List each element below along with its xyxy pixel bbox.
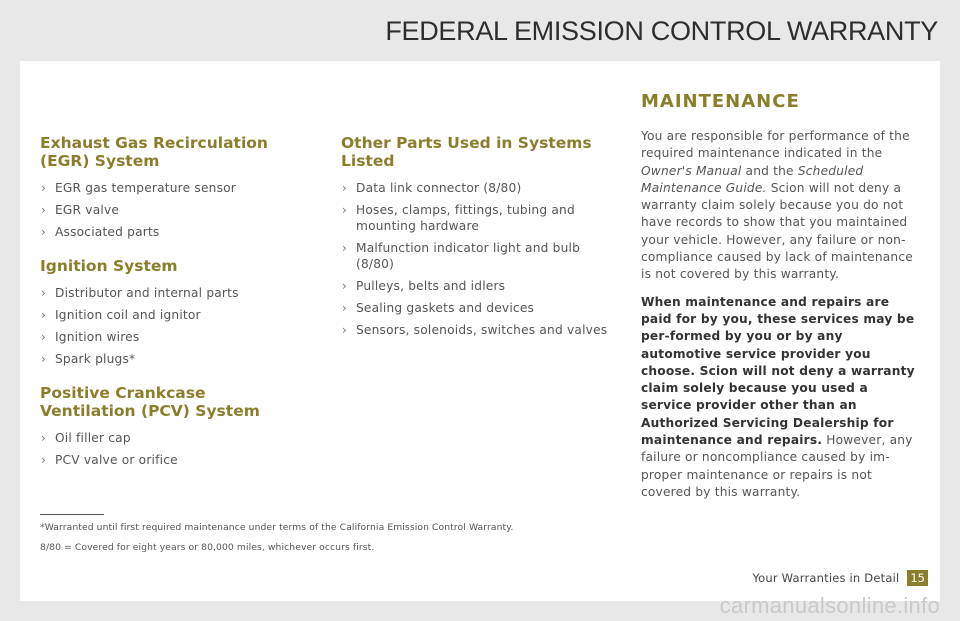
egr-list (40, 180, 300, 240)
list-item: › Ignition coil and ignitor (41, 308, 201, 322)
maintenance-heading: MAINTENANCE (641, 91, 800, 112)
chevron-right-icon: › (41, 181, 46, 195)
chevron-right-icon: › (342, 279, 347, 293)
list-item: › Distributor and internal parts (41, 286, 239, 300)
ignition-heading: Ignition System (40, 257, 178, 275)
pcv-list (40, 430, 300, 468)
chevron-right-icon: › (342, 323, 347, 337)
content-panel (20, 61, 940, 601)
list-item: › Spark plugs* (41, 352, 136, 366)
pcv-heading: Positive Crankcase Ventilation (PCV) System (40, 384, 260, 420)
chevron-right-icon: › (41, 352, 46, 366)
maintenance-paragraph-1: You are responsible for performance of the required maintenance indicated in the Owner's Manual and the Scheduled Maintenance Guide. Scion will not deny a warranty claim solely because you do not have records to show that you maintained your vehicle. However, any failure or non-compliance caused by lack of maintenance is not covered by this warranty. (641, 129, 913, 282)
footnote-1: *Warranted until first required maintenance under terms of the California Emission Control Warranty. (40, 522, 514, 533)
list-item: › Oil filler cap (41, 431, 131, 445)
chevron-right-icon: › (41, 308, 46, 322)
page-footer (752, 570, 928, 586)
list-item: › PCV valve or orifice (41, 453, 178, 467)
list-item: › Malfunction indicator light and bulb (8/80) (342, 241, 581, 271)
footnote-divider (40, 514, 104, 515)
egr-heading: Exhaust Gas Recirculation (EGR) System (40, 134, 268, 170)
chevron-right-icon: › (41, 225, 46, 239)
column-middle (341, 134, 611, 355)
ignition-list (40, 285, 300, 367)
list-item: › Data link connector (8/80) (342, 181, 522, 195)
watermark: carmanualsonline.info (719, 593, 940, 618)
chevron-right-icon: › (41, 431, 46, 445)
footer-label: Your Warranties in Detail (752, 571, 900, 585)
chevron-right-icon: › (41, 330, 46, 344)
chevron-right-icon: › (342, 203, 347, 217)
list-item: › Associated parts (41, 225, 160, 239)
column-left (40, 134, 300, 485)
list-item: › Ignition wires (41, 330, 140, 344)
list-item: › Hoses, clamps, fittings, tubing and mounting hardware (342, 203, 575, 233)
chevron-right-icon: › (41, 453, 46, 467)
list-item: › EGR valve (41, 203, 120, 217)
page-title: FEDERAL EMISSION CONTROL WARRANTY (385, 16, 938, 46)
other-parts-heading: Other Parts Used in Systems Listed (341, 134, 592, 170)
list-item: › Pulleys, belts and idlers (342, 279, 506, 293)
list-item: › EGR gas temperature sensor (41, 181, 236, 195)
maintenance-paragraph-2: When maintenance and repairs are paid for by you, these services may be per-formed by you or by any automotive service provider you choose. Scion will not deny a warranty claim solely because you used a service provider other than an Authorized Servicing Dealership for maintenance and repairs. However, any failure or noncompliance caused by im-proper maintenance or repairs is not covered by this warranty. (641, 294, 915, 499)
chevron-right-icon: › (41, 203, 46, 217)
chevron-right-icon: › (342, 241, 347, 255)
page-number: 15 (907, 570, 928, 586)
column-right (641, 91, 916, 511)
other-parts-list (341, 180, 611, 338)
footnote-2: 8/80 = Covered for eight years or 80,000 miles, whichever occurs first. (40, 542, 375, 553)
chevron-right-icon: › (342, 301, 347, 315)
list-item: › Sensors, solenoids, switches and valves (342, 323, 608, 337)
chevron-right-icon: › (342, 181, 347, 195)
chevron-right-icon: › (41, 286, 46, 300)
list-item: › Sealing gaskets and devices (342, 301, 535, 315)
